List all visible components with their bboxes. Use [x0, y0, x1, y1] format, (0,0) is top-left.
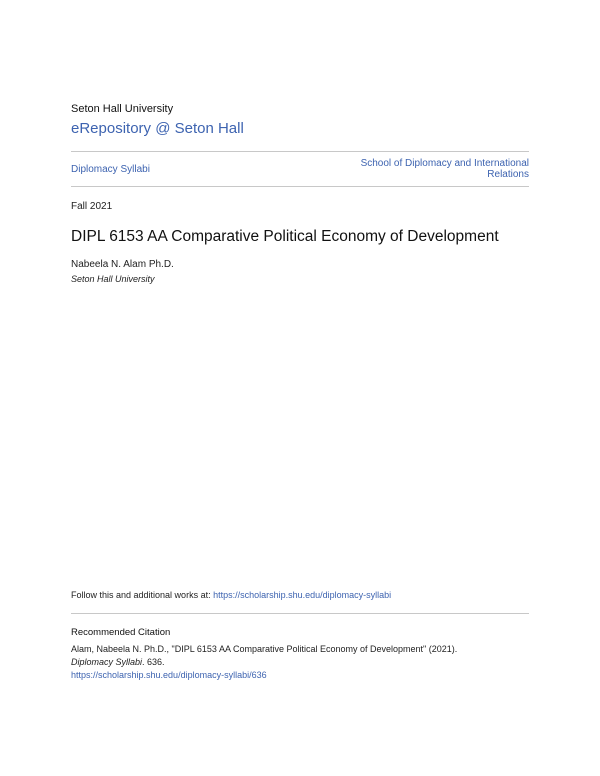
citation-number: . 636. — [142, 657, 165, 667]
divider-top — [71, 151, 529, 152]
citation-text — [71, 643, 531, 682]
follow-line — [71, 590, 391, 600]
follow-prefix: Follow this and additional works at: — [71, 590, 214, 600]
department-link[interactable]: School of Diplomacy and International Relations — [360, 158, 529, 180]
citation-link[interactable]: https://scholarship.shu.edu/diplomacy-syllabi/636 — [71, 670, 267, 680]
divider-bottom — [71, 613, 529, 614]
document-title: DIPL 6153 AA Comparative Political Economy of Development — [71, 228, 499, 245]
series-link[interactable]: Diplomacy Syllabi — [71, 164, 150, 175]
citation-journal: Diplomacy Syllabi — [71, 657, 143, 667]
university-name: Seton Hall University — [71, 103, 174, 115]
author-affiliation: Seton Hall University — [71, 274, 155, 284]
follow-link[interactable]: https://scholarship.shu.edu/diplomacy-syllabi — [213, 590, 392, 600]
citation-line: Alam, Nabeela N. Ph.D., "DIPL 6153 AA Comparative Political Economy of Development" (2021). — [71, 644, 458, 654]
author-name: Nabeela N. Alam Ph.D. — [71, 259, 174, 270]
term-label: Fall 2021 — [71, 201, 113, 212]
citation-heading: Recommended Citation — [71, 627, 171, 638]
divider-middle — [71, 186, 529, 187]
repository-link[interactable]: eRepository @ Seton Hall — [71, 120, 244, 137]
